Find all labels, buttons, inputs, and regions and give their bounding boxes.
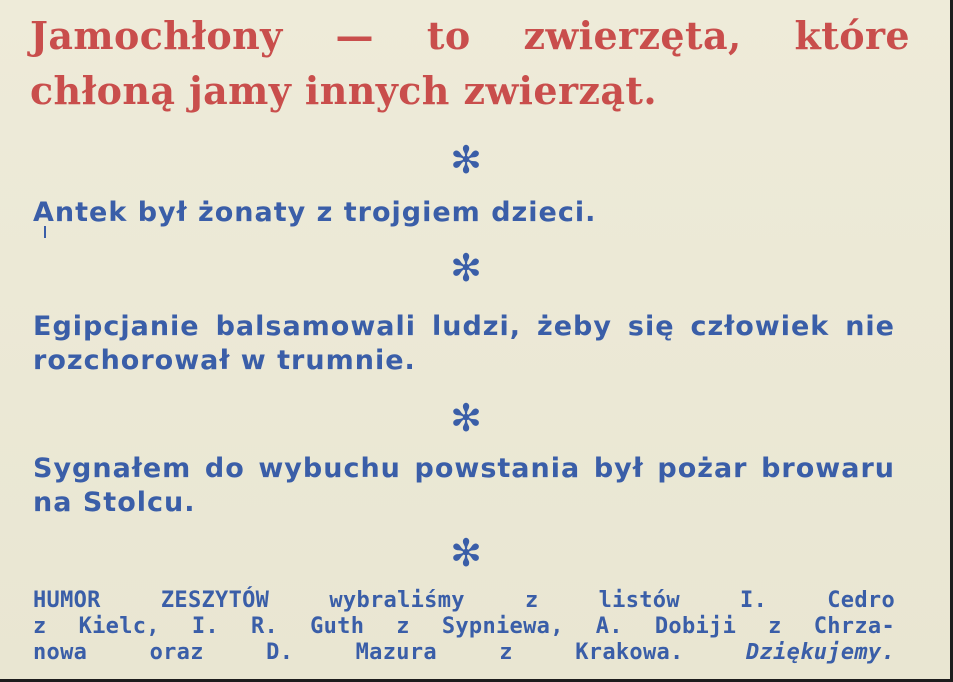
joke-item-2: Egipcjanie balsamowali ludzi, żeby się człowiek nie rozchorował w trumnie. <box>33 311 895 376</box>
credits-line-2: z Kielc, I. R. Guth z Sypniewa, A. Dobiji z Chrza- <box>33 614 895 639</box>
credits-paragraph <box>33 588 895 666</box>
joke-item-3: Sygnałem do wybuchu powstania był pożar browaru na Stolcu. <box>33 453 895 518</box>
separator-asterisk-icon: ✻ <box>450 246 482 290</box>
credits-line-1: HUMOR ZESZYTÓW wybraliśmy z listów I. Cedro <box>33 588 895 613</box>
separator-asterisk-icon: ✻ <box>450 531 482 575</box>
joke-item-1: Antek był żonaty z trojgiem dzieci. <box>33 197 597 228</box>
headline: Jamochłony — to zwierzęta, które chłoną jamy innych zwierząt. <box>30 13 910 113</box>
credits-line-3-text: nowa oraz D. Mazura z Krakowa. <box>33 640 684 665</box>
separator-asterisk-icon: ✻ <box>450 138 482 182</box>
credits-thanks: Dziękujemy. <box>746 640 896 665</box>
separator-asterisk-icon: ✻ <box>450 396 482 440</box>
credits-line-3 <box>33 640 895 666</box>
